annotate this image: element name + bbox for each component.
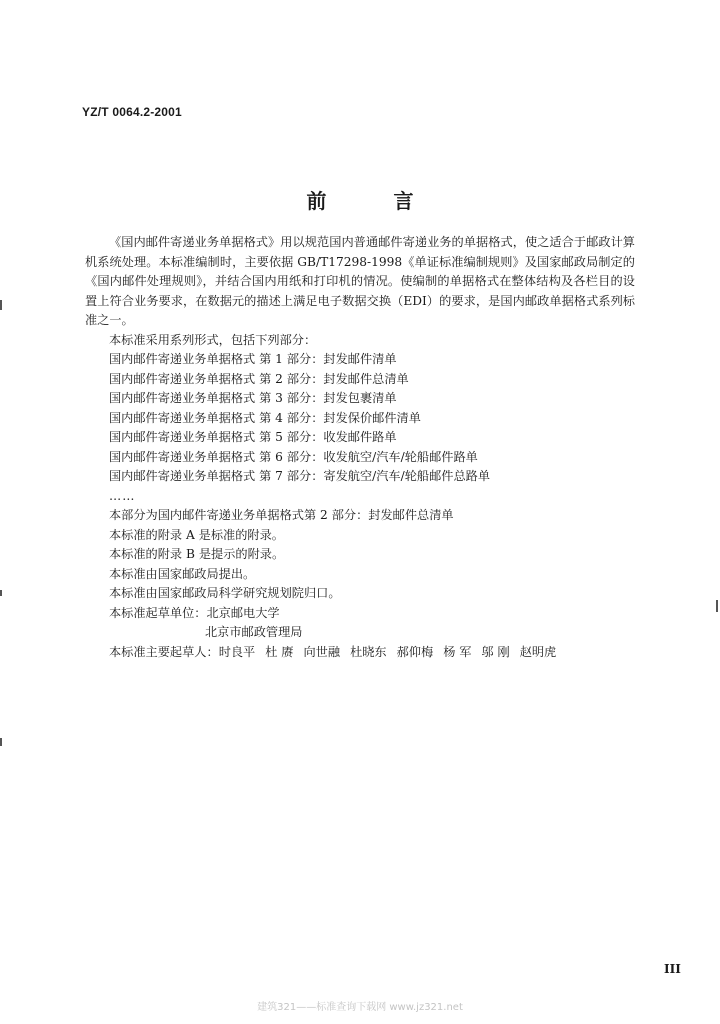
drafter-name: 赵明虎 <box>519 644 557 659</box>
statement-line: 本标准由国家邮政局提出。 <box>109 566 256 581</box>
part-item: 国内邮件寄递业务单据格式 第 6 部分：收发航空/汽车/轮船邮件路单 <box>109 449 478 464</box>
statement-line: 本标准的附录 A 是标准的附录。 <box>109 527 284 542</box>
part-item: 国内邮件寄递业务单据格式 第 2 部分：封发邮件总清单 <box>109 371 409 386</box>
drafting-units-label: 本标准起草单位： <box>109 605 207 620</box>
drafter-name: 杨 军 <box>443 644 472 659</box>
page-title: 前 言 <box>306 189 444 213</box>
statement-line: 本部分为国内邮件寄递业务单据格式第 2 部分：封发邮件总清单 <box>109 508 454 522</box>
drafter-name: 向世融 <box>303 644 341 659</box>
part-item: 国内邮件寄递业务单据格式 第 5 部分：收发邮件路单 <box>109 430 397 444</box>
drafting-unit-second: 北京市邮政管理局 <box>205 625 303 639</box>
foreword-body <box>85 233 635 662</box>
page-number: III <box>664 962 681 976</box>
drafter-name: 郝仰梅 <box>396 644 434 659</box>
drafting-unit-first: 北京邮电大学 <box>206 605 280 620</box>
part-item: 国内邮件寄递业务单据格式 第 4 部分：封发保价邮件清单 <box>109 410 421 425</box>
part-item: 国内邮件寄递业务单据格式 第 3 部分：封发包裹清单 <box>109 391 397 405</box>
part-item: 国内邮件寄递业务单据格式 第 7 部分：寄发航空/汽车/轮船邮件总路单 <box>109 469 491 483</box>
drafters-line <box>85 643 635 663</box>
drafters-label: 本标准主要起草人： <box>109 644 219 659</box>
drafter-name: 杜 赓 <box>265 644 294 659</box>
scan-edge-mark <box>0 590 2 596</box>
scan-edge-mark <box>0 738 2 746</box>
series-intro: 本标准采用系列形式，包括下列部分： <box>109 332 317 347</box>
drafter-name: 时良平 <box>218 644 256 659</box>
statement-line: 本标准由国家邮政局科学研究规划院归口。 <box>109 586 341 600</box>
document-code: YZ/T 0064.2-2001 <box>82 105 182 119</box>
part-item: 国内邮件寄递业务单据格式 第 1 部分：封发邮件清单 <box>109 352 397 366</box>
drafter-name: 邬 刚 <box>481 644 510 659</box>
drafter-name: 杜晓东 <box>350 644 387 659</box>
watermark: 建筑321——标准查询下载网 www.jz321.net <box>257 1002 463 1013</box>
statement-line: 本标准的附录 B 是提示的附录。 <box>109 547 285 561</box>
scan-edge-mark <box>0 300 2 310</box>
scan-edge-mark <box>716 600 718 612</box>
ellipsis: …… <box>109 488 136 503</box>
intro-paragraph: 《国内邮件寄递业务单据格式》用以规范国内普通邮件寄递业务的单据格式，使之适合于邮政计算机系统处理。本标准编制时，主要依据 GB/T17298-1998《单证标准编制规则》及国家邮政局制定的《国内邮件处理规则》，并结合国内用纸和打印机的情况。使编制的单据格式在整体结构及各栏目的设置上符合业务要求，在数据元的描述上满足电子数据交换（EDI）的要求，是国内邮政单据格式系列标准之一。 <box>85 235 635 327</box>
drafting-units <box>85 604 635 643</box>
